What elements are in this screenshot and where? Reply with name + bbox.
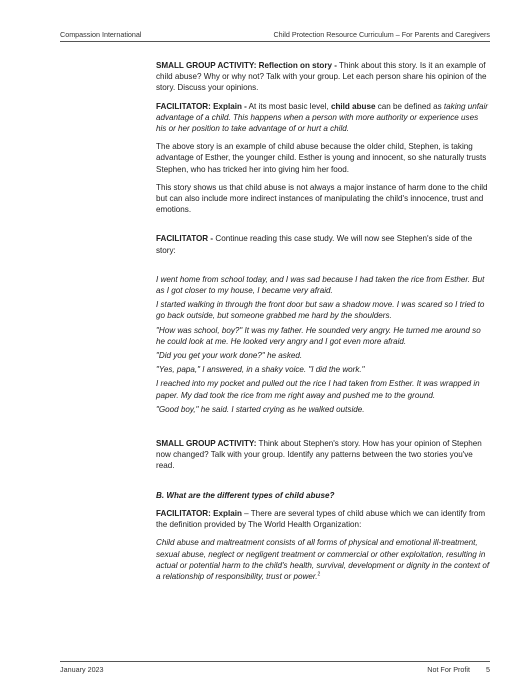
facilitator-lead: FACILITATOR: Explain - [156, 101, 247, 111]
facilitator-continue-text: Continue reading this case study. We will now see Stephen's side of the story: [156, 234, 473, 255]
facilitator-text: At its most basic level, [246, 101, 331, 111]
small-group-activity-1 [156, 60, 490, 94]
stephen-story [156, 274, 490, 415]
definition-italic: taking unfair advantage of a child. This happens when a person with more authority or experience uses his or her position to take advantage of or hurt a child. [156, 101, 488, 134]
paragraph-story-analysis: The above story is an example of child abuse because the older child, Stephen, is taking advantage of Esther, the younger child. Esther is young and innocent, so she naturally trusts Stephen, who has tricked her into giving him her food. [156, 142, 487, 174]
header-title: Child Protection Resource Curriculum – For Parents and Caregivers [273, 30, 490, 39]
footer-date: January 2023 [60, 665, 104, 674]
who-definition-text: Child abuse and maltreatment consists of all forms of physical and emotional ill-treatment, sexual abuse, neglect or negligent treatment or commercial or other exploitation, resulting in actual or potential harm to the child's health, survival, development or dignity in the context of a relationship of responsibility, trust or power. [156, 538, 490, 581]
facilitator-text-2: can be defined as [375, 101, 444, 111]
activity-lead: SMALL GROUP ACTIVITY: Reflection on story - [156, 61, 337, 70]
who-definition [156, 537, 490, 582]
story-line: I reached into my pocket and pulled out the rice I had taken from Esther. It was wrapped in paper. My dad took the rice from me right away and pushed me to the ground. [156, 379, 480, 400]
footer-right [413, 665, 490, 674]
footnote-ref[interactable]: 2 [317, 571, 321, 578]
section-heading-text: B. What are the different types of child abuse? [156, 490, 335, 500]
story-line: "Yes, papa," I answered, in a shaky voice. "I did the work." [156, 365, 365, 375]
facilitator-continue [156, 233, 490, 255]
facilitator-explain-2 [156, 508, 490, 530]
page-header [60, 30, 490, 42]
story-line: "How was school, boy?" It was my father. He sounded very angry. He turned me around so he could look at me. He looked very angry and I got even more afraid. [156, 325, 481, 346]
story-line: I started walking in through the front door but saw a shadow move. I was scared so I tried to go back outside, but someone grabbed me hard by the shoulders. [156, 300, 485, 321]
paragraph-abuse-types: This story shows us that child abuse is not always a major instance of harm done to the child but can also include more indirect instances of manipulating the child's innocence, trust and emotions. [156, 182, 488, 215]
story-line: "Good boy," he said. I started crying as he walked outside. [156, 404, 365, 414]
facilitator-2-text: – There are several types of child abuse which we can identify from the definition provided by The World Health Organization: [156, 508, 486, 530]
page-footer [60, 661, 490, 674]
page-body [156, 60, 490, 582]
story-line: "Did you get your work done?" he asked. [156, 351, 303, 361]
header-org: Compassion International [60, 30, 142, 39]
activity-2-text: Think about Stephen's story. How has your opinion of Stephen now changed? Talk with your group. Identify any patterns between the two stories you've read. [156, 439, 482, 471]
story-line: I went home from school today, and I was sad because I had taken the rice from Esther. But as I got closer to my house, I became very afraid. [156, 274, 485, 296]
footer-label: Not For Profit [427, 665, 470, 674]
page-number: 5 [486, 665, 490, 674]
facilitator-explain-1 [156, 101, 490, 135]
term-child-abuse: child abuse [330, 101, 376, 111]
facilitator-2-lead: FACILITATOR: Explain [156, 508, 242, 518]
activity-2-lead: SMALL GROUP ACTIVITY: [156, 439, 257, 449]
activity-text: Think about this story. Is it an example of child abuse? Why or why not? Talk with your group. Let each person share his opinion of the story. Discuss your opinions. [156, 61, 487, 93]
facilitator-continue-lead: FACILITATOR - [156, 234, 214, 244]
section-heading [156, 490, 490, 501]
small-group-activity-2 [156, 438, 490, 472]
